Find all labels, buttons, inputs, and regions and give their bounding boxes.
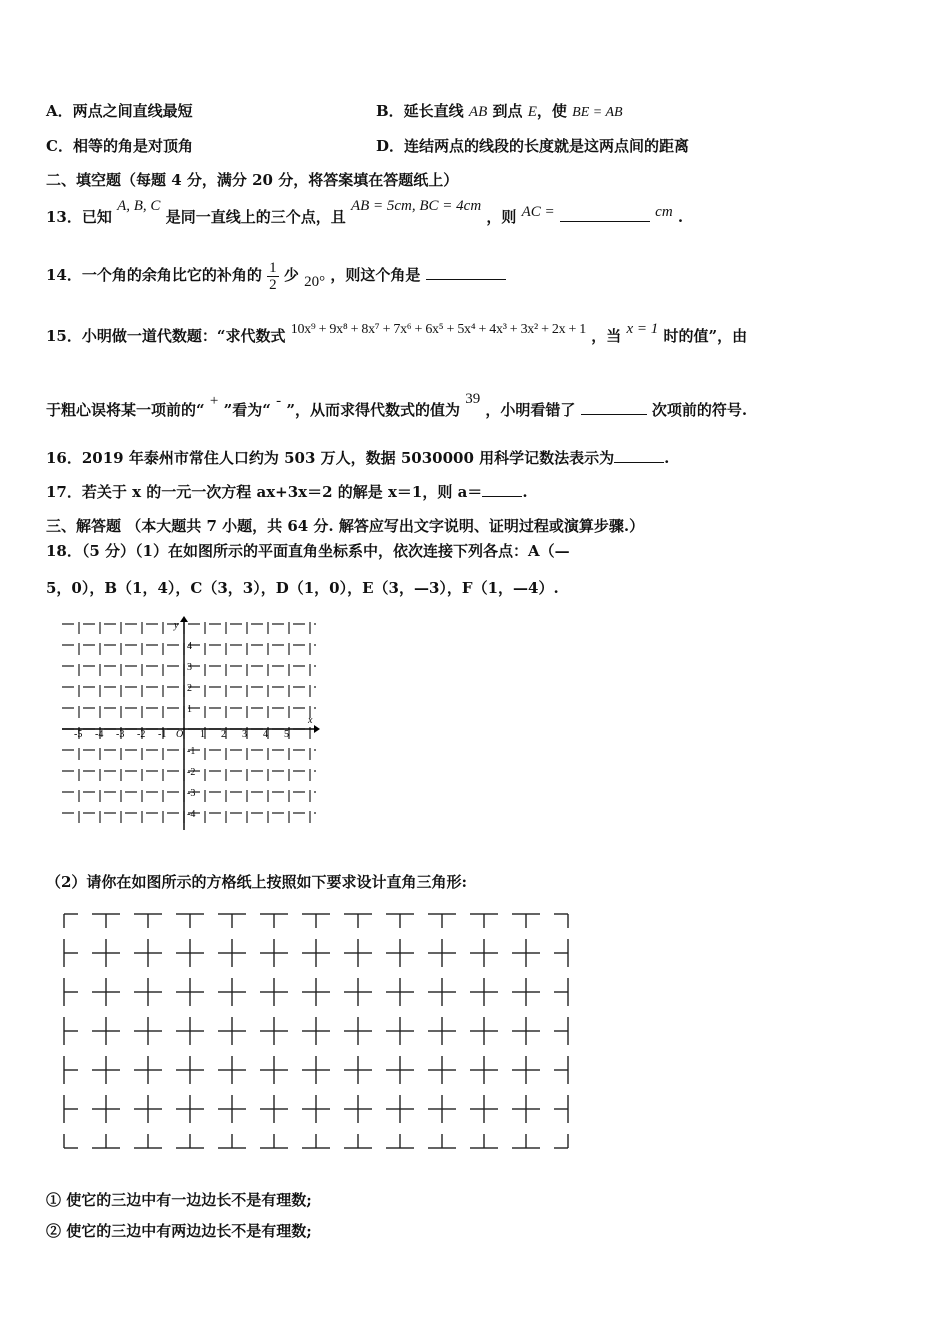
q14-answer-blank[interactable] <box>426 265 506 280</box>
x-axis-arrow <box>314 725 320 733</box>
q13-end: . <box>677 208 684 226</box>
x-axis-label: x <box>308 715 313 726</box>
q15-expression: 10x⁹ + 9x⁸ + 8x⁷ + 7x⁶ + 6x⁵ + 5x⁴ + 4x³ + 3x² + 2x + 1 <box>290 322 586 337</box>
q15-line2-d: ，小明看错了 <box>485 401 576 419</box>
x-tick-label: -4 <box>95 729 104 740</box>
q16 <box>46 448 669 468</box>
y-axis-label: y <box>174 620 179 631</box>
y-tick-label: -1 <box>187 746 196 757</box>
y-tick-label: -4 <box>187 809 196 820</box>
q17 <box>46 482 528 502</box>
q15-line2-e: 次项前的符号. <box>651 401 748 419</box>
q18-line2: 5，0），B（1，4），C（3，3），D（1，0），E（3，—3），F（1，—4）. <box>46 579 559 597</box>
q16-text: 16．2019 年泰州市常住人口约为 503 万人，数据 5030000 用科学记数法表示为 <box>46 449 615 467</box>
x-tick-label: 1 <box>200 729 205 740</box>
option-b <box>376 101 623 123</box>
q15-line1 <box>46 321 748 348</box>
y-tick-label: 3 <box>187 662 192 673</box>
q17-answer-blank[interactable] <box>482 482 522 497</box>
q16-end: . <box>664 449 670 467</box>
q13-then: ，则 <box>486 208 517 226</box>
q14-frac-den: 2 <box>269 276 277 293</box>
q15-answer-blank[interactable] <box>581 400 647 415</box>
q13-mid: 是同一直线上的三个点，且 <box>165 208 346 226</box>
y-tick-label: 1 <box>187 704 192 715</box>
x-tick-label: 3 <box>242 729 247 740</box>
q14-fraction <box>267 260 279 293</box>
q18-line1: 18．（5 分）（1）在如图所示的平面直角坐标系中，依次连接下列各点：A（— <box>46 542 570 560</box>
y-tick-label: 2 <box>187 683 192 694</box>
q13-unit: cm <box>655 204 673 220</box>
q15-suffix: 时的值”，由 <box>663 327 748 345</box>
q13-ask: AC = <box>521 204 555 220</box>
y-axis-arrow <box>180 616 188 622</box>
q17-text: 17．若关于 x 的一元一次方程 ax+3x＝2 的解是 x＝1，则 a＝ <box>46 483 483 501</box>
x-tick-label: -2 <box>137 729 146 740</box>
option-c: C．相等的角是对顶角 <box>46 137 193 155</box>
q14 <box>46 258 506 293</box>
q15-condition: x = 1 <box>626 321 659 337</box>
q14-suffix: ，则这个角是 <box>330 266 421 284</box>
q15-line2-b: ”看为“ <box>223 401 271 419</box>
q13-prefix: 13．已知 <box>46 208 112 226</box>
q15-value: 39 <box>465 391 481 407</box>
option-d: D．连结两点的线段的长度就是这两点间的距离 <box>376 137 690 155</box>
q14-prefix: 14．一个角的余角比它的补角的 <box>46 266 262 284</box>
origin-label: O <box>176 729 184 740</box>
coordinate-plane-figure <box>56 614 326 836</box>
option-b-equation: BE = AB <box>572 105 623 120</box>
q13-condition: AB = 5cm, BC = 4cm <box>350 198 482 214</box>
x-tick-label: -3 <box>116 729 125 740</box>
q17-end: . <box>522 483 528 501</box>
q13-points: A, B, C <box>117 198 161 214</box>
y-tick-label: 4 <box>187 641 192 652</box>
q15-plus-sign: + <box>209 393 219 409</box>
q15-minus-sign: - <box>276 393 282 409</box>
q13-answer-blank[interactable] <box>560 207 650 222</box>
x-tick-label: 5 <box>284 729 289 740</box>
x-tick-label: 2 <box>221 729 226 740</box>
q18-part2: （2）请你在如图所示的方格纸上按照如下要求设计直角三角形: <box>46 873 467 891</box>
q18-requirement-1: ① 使它的三边中有一边边长不是有理数; <box>46 1191 312 1209</box>
section-3-heading: 三、解答题 （本大题共 7 小题，共 64 分. 解答应写出文字说明、证明过程或演算步骤.） <box>46 517 645 535</box>
y-tick-label: -3 <box>187 788 196 799</box>
q14-frac-num: 1 <box>269 259 277 276</box>
q16-answer-blank[interactable] <box>614 448 664 463</box>
grid-paper-figure <box>56 902 586 1164</box>
option-a: A．两点之间直线最短 <box>46 102 193 120</box>
q15-prefix: 15．小明做一道代数题：“求代数式 <box>46 327 286 345</box>
option-b-mid: 到点 <box>492 102 523 120</box>
option-b-comma: ，使 <box>536 102 567 120</box>
q15-line2-a: 于粗心误将某一项前的“ <box>46 401 205 419</box>
q15-line2-c: ”，从而求得代数式的值为 <box>286 401 460 419</box>
option-b-prefix: B．延长直线 <box>376 102 464 120</box>
y-tick-label: -2 <box>187 767 196 778</box>
x-tick-label: 4 <box>263 729 268 740</box>
q15-when: ，当 <box>591 327 622 345</box>
q13 <box>46 198 684 228</box>
section-2-heading: 二、填空题（每题 4 分，满分 20 分，将答案填在答题纸上） <box>46 171 459 189</box>
x-tick-label: -5 <box>74 729 83 740</box>
q14-angle: 20° <box>304 274 326 290</box>
q18-requirement-2: ② 使它的三边中有两边边长不是有理数; <box>46 1222 312 1240</box>
x-tick-label: -1 <box>158 729 167 740</box>
option-b-line-ab: AB <box>468 104 488 120</box>
option-b-point-e: E <box>527 104 537 120</box>
q15-line2 <box>46 391 748 421</box>
q14-less: 少 <box>283 266 299 284</box>
